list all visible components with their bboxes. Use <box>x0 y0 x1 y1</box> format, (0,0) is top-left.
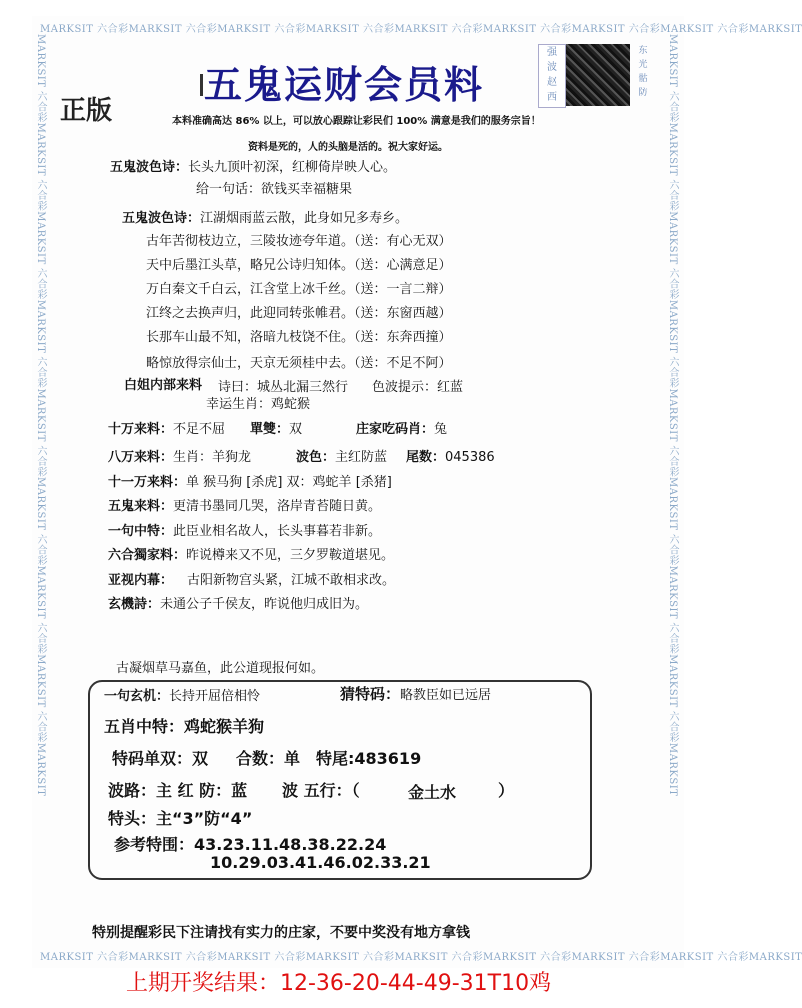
row8-label: 亚视内幕： <box>108 573 174 588</box>
row1-lucky: 幸运生肖：鸡蛇猴 <box>206 397 311 412</box>
box-row5-head: 特头：主“3”防“4” <box>108 809 253 828</box>
row7-value: 昨说樽来又不见，三夕罗鞍道堪见。 <box>186 548 395 563</box>
row2 <box>108 418 225 437</box>
row2-label: 十万来料： <box>108 422 174 437</box>
row4-value: 单 猴马狗 [杀虎] 双：鸡蛇羊 [杀猪] <box>186 475 392 490</box>
row10-verse: 古凝烟草马嘉鱼，此公道现报何如。 <box>116 661 325 676</box>
stamp-char: 东 <box>638 46 648 56</box>
row7-label: 六合獨家料： <box>108 548 187 563</box>
poem1-text: 长头九顶叶初深，红柳倚岸映人心。 <box>188 160 397 175</box>
row9 <box>108 593 368 612</box>
row3-color-value: 主红防蓝 <box>335 450 388 465</box>
row5 <box>108 495 381 514</box>
stamp-char: 西 <box>547 92 557 103</box>
box-row6 <box>114 832 386 855</box>
row7 <box>108 544 394 563</box>
row6-label: 一句中特： <box>108 524 174 539</box>
qr-code-image <box>566 44 630 106</box>
row3-color <box>296 446 387 465</box>
row4-label: 十一万来料： <box>108 475 187 490</box>
box-row4-element-label: 波 五行：（ <box>282 781 360 800</box>
watermark-top: MARKSIT 六合彩MARKSIT 六合彩MARKSIT 六合彩MARKSIT 六合彩MARKSIT 六合彩MARKSIT 六合彩MARKSIT 六合彩MARKSIT 六合彩MARKSIT <box>40 24 802 35</box>
box-row3-sum: 合数：单 <box>236 749 301 768</box>
row3-tail-value: 045386 <box>445 450 495 465</box>
box-row6-value: 43.23.11.48.38.22.24 <box>194 835 387 854</box>
poem2-verse: 天中后墨江头草，略兄公诗归知体。（送：心满意足） <box>146 258 452 273</box>
row6 <box>108 520 381 539</box>
row2-dealer <box>356 418 447 437</box>
row9-value: 未通公子千侯友，昨说他归成旧为。 <box>160 597 369 612</box>
poem2-verse: 万白秦文千白云，江含堂上冰千丝。（送：一言二辩） <box>146 282 452 297</box>
badge-zhengban: 正版 <box>60 96 113 126</box>
watermark-bottom: MARKSIT 六合彩MARKSIT 六合彩MARKSIT 六合彩MARKSIT 六合彩MARKSIT 六合彩MARKSIT 六合彩MARKSIT 六合彩MARKSIT 六合彩MARKSIT <box>40 952 802 963</box>
row3-tail-label: 尾数： <box>406 450 446 465</box>
row3-color-label: 波色： <box>296 450 336 465</box>
row1-color: 色波提示：红蓝 <box>372 380 464 395</box>
stamp-right <box>632 44 654 106</box>
poem1-sub: 给一句话：欲钱买幸福糖果 <box>196 182 353 197</box>
luck-note: 资料是死的，人的头脑是活的。祝大家好运。 <box>248 142 448 153</box>
row1-label: 白姐内部来料 <box>124 378 203 393</box>
accuracy-note: 本料准确高达 86% 以上，可以放心跟踪让彩民们 100% 满意是我们的服务宗旨！ <box>172 116 541 127</box>
row5-value: 更清书墨同几哭，洛岸青苔随日黄。 <box>173 499 382 514</box>
row2-dealer-label: 庄家吃码肖： <box>356 422 435 437</box>
stamp-char: 强 <box>547 47 557 58</box>
poem2-label: 五鬼波色诗： <box>122 211 201 226</box>
last-result: 上期开奖结果：12-36-20-44-49-31T10鸡 <box>126 971 552 996</box>
box-row3-parity: 特码单双：双 <box>112 749 209 768</box>
box-row4-wave: 波路：主 红 防：蓝 <box>108 781 248 800</box>
poem1-label: 五鬼波色诗： <box>110 160 189 175</box>
box-row1-guess <box>340 683 491 704</box>
box-row3-tail: 特尾:483619 <box>316 749 422 768</box>
box-row1 <box>104 685 260 704</box>
poem2-text: 江湖烟雨蓝云散，此身如兄多寿乡。 <box>200 211 409 226</box>
row3-value: 生肖：羊狗龙 <box>173 450 252 465</box>
row5-label: 五鬼来料： <box>108 499 174 514</box>
row3-tail <box>406 446 495 465</box>
row4 <box>108 471 392 490</box>
row2-parity <box>250 418 302 437</box>
row2-dealer-value: 兔 <box>434 422 448 437</box>
box-row6-value2: 10.29.03.41.46.02.33.21 <box>210 853 431 872</box>
warning-note: 特别提醒彩民下注请找有实力的庄家，不要中奖没有地方拿钱 <box>92 925 470 941</box>
title-bar-mark <box>200 74 203 96</box>
row6-value: 此臣业相名故人，长头事暮若非新。 <box>173 524 382 539</box>
row8-value: 古阳新物宫头紧，江城不敢相求改。 <box>187 573 396 588</box>
row3 <box>108 446 251 465</box>
box-row2 <box>104 714 264 737</box>
stamp-char: 光 <box>638 60 648 70</box>
box-row1-guess-value: 略教臣如已远居 <box>400 688 492 703</box>
stamp-char: 赵 <box>547 77 557 88</box>
poem1-line <box>110 156 396 175</box>
box-row1-value: 长持开屈倍相怜 <box>169 689 261 704</box>
row3-label: 八万来料： <box>108 450 174 465</box>
box-row2-value: 鸡蛇猴羊狗 <box>184 717 265 736</box>
row2-value: 不足不屈 <box>173 422 226 437</box>
stamp-char: 骷 <box>638 74 648 84</box>
poem2-verse: 长那车山最不知，洛暗九枝饶不住。（送：东奔西撞） <box>146 330 452 345</box>
row2-parity-value: 双 <box>289 422 303 437</box>
watermark-left: MARKSIT 六合彩MARKSIT 六合彩MARKSIT 六合彩MARKSIT 六合彩MARKSIT 六合彩MARKSIT 六合彩MARKSIT 六合彩MARKSIT 六合彩MARKSIT <box>35 34 46 797</box>
stamp-char: 防 <box>638 88 648 98</box>
box-row4-element-value: 金土水 <box>408 783 457 802</box>
stamp-char: 波 <box>547 62 557 73</box>
poem2-verse: 古年苦彻枝边立，三陵妆迹夸年道。（送：有心无双） <box>146 234 452 249</box>
row9-label: 玄機詩： <box>108 597 161 612</box>
box-row2-label: 五肖中特： <box>104 717 185 736</box>
poem2-verse: 江终之去换声归，此迎同转张帷君。（送：东窗西越） <box>146 306 452 321</box>
box-row4-close: ） <box>498 781 515 800</box>
poem2-line <box>122 207 408 226</box>
poem2-verse: 略惊放得宗仙士，天京无须桂中去。（送：不足不阿） <box>146 356 452 371</box>
box-row1-label: 一句玄机： <box>104 689 170 704</box>
row8 <box>108 569 395 588</box>
box-row1-guess-label: 猜特码： <box>340 685 401 703</box>
box-row6-label: 参考特围： <box>114 835 195 854</box>
page-title: 五鬼运财会员料 <box>204 62 485 107</box>
watermark-right: MARKSIT 六合彩MARKSIT 六合彩MARKSIT 六合彩MARKSIT 六合彩MARKSIT 六合彩MARKSIT 六合彩MARKSIT 六合彩MARKSIT 六合彩MARKSIT <box>667 34 678 797</box>
row1-poem: 诗曰：城丛北漏三然行 <box>218 380 349 395</box>
stamp-left <box>538 44 566 108</box>
row2-parity-label: 單雙： <box>250 422 290 437</box>
